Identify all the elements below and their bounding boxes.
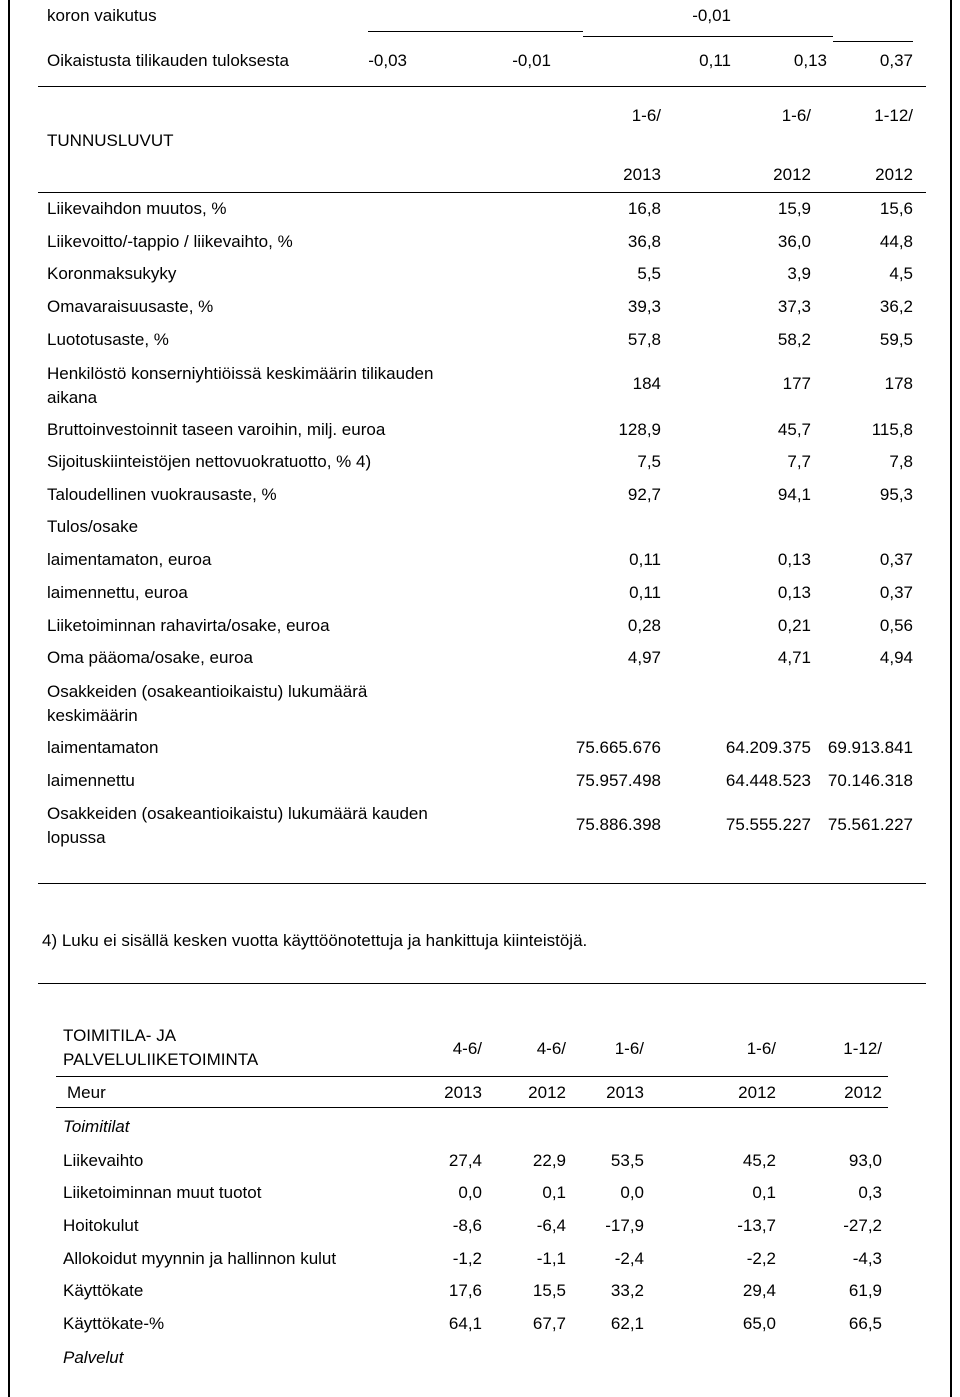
header-rule xyxy=(56,1107,888,1108)
year-header: 2013 xyxy=(606,1083,644,1102)
row-value: 69.913.841 xyxy=(827,738,913,757)
table-row xyxy=(47,420,915,444)
row-value: 0,3 xyxy=(858,1183,882,1202)
row-value: 36,8 xyxy=(627,232,661,251)
table-row xyxy=(47,802,915,852)
header-rule xyxy=(38,192,926,193)
row-value: 27,4 xyxy=(448,1151,482,1170)
row-value: -17,9 xyxy=(605,1216,644,1235)
row-value: -4,3 xyxy=(852,1249,882,1268)
table-row xyxy=(47,199,915,223)
row-label: Käyttökate xyxy=(63,1281,144,1300)
year-header: 2012 xyxy=(738,1083,776,1102)
row-value: 45,2 xyxy=(742,1151,776,1170)
row-value: -13,7 xyxy=(737,1216,776,1235)
row-value: 7,8 xyxy=(889,452,913,471)
row-value: 61,9 xyxy=(848,1281,882,1300)
row-value: 0,37 xyxy=(879,51,913,70)
section-title: TOIMITILA- JA PALVELULIIKETOIMINTA xyxy=(63,1026,259,1069)
row-value: 4,5 xyxy=(889,264,913,283)
row-label: Allokoidut myynnin ja hallinnon kulut xyxy=(63,1249,337,1268)
row-value: 44,8 xyxy=(879,232,913,251)
year-header: 2012 xyxy=(875,165,913,184)
row-label: Omavaraisuusaste, % xyxy=(47,297,214,316)
period-header: 1-6/ xyxy=(746,1039,776,1058)
subheading: Toimitilat xyxy=(63,1117,130,1136)
section-divider xyxy=(38,883,926,884)
row-label: Liikevaihto xyxy=(63,1151,144,1170)
table-row xyxy=(47,583,915,607)
table-row xyxy=(47,738,915,762)
table-row xyxy=(47,232,915,256)
year-header: 2013 xyxy=(444,1083,482,1102)
row-value: 0,37 xyxy=(879,550,913,569)
row-value: 0,0 xyxy=(458,1183,482,1202)
row-value: 0,56 xyxy=(879,616,913,635)
row-value: -2,4 xyxy=(614,1249,644,1268)
row-value: 70.146.318 xyxy=(827,771,913,790)
row-value: 0,11 xyxy=(629,583,661,602)
row-value: 15,9 xyxy=(777,199,811,218)
row-value: 58,2 xyxy=(777,330,811,349)
table-row xyxy=(47,264,915,288)
row-label: Liiketoiminnan rahavirta/osake, euroa xyxy=(47,616,330,635)
row-value: 36,0 xyxy=(777,232,811,251)
row-value: 75.886.398 xyxy=(575,815,661,834)
period-header: 4-6/ xyxy=(536,1039,566,1058)
year-header: 2012 xyxy=(773,165,811,184)
row-value: 15,5 xyxy=(532,1281,566,1300)
underline xyxy=(833,41,913,42)
row-value: -1,2 xyxy=(452,1249,482,1268)
row-label: Henkilöstö konserniyhtiöissä keskimäärin tilikauden aikana xyxy=(47,364,434,407)
table-row xyxy=(47,771,915,795)
row-value: 7,7 xyxy=(787,452,811,471)
table-row xyxy=(47,452,915,476)
row-value: 64.209.375 xyxy=(725,738,811,757)
row-value: 53,5 xyxy=(610,1151,644,1170)
row-value: 75.561.227 xyxy=(827,815,913,834)
row-value: 184 xyxy=(632,374,661,393)
row-label: Liikevoitto/-tappio / liikevaihto, % xyxy=(47,232,293,251)
row-value: -1,1 xyxy=(536,1249,566,1268)
row-label: Käyttökate-% xyxy=(63,1314,165,1333)
row-value: 17,6 xyxy=(448,1281,482,1300)
row-value: -6,4 xyxy=(536,1216,566,1235)
row-value: 67,7 xyxy=(532,1314,566,1333)
row-label: Osakkeiden (osakeantioikaistu) lukumäärä kauden lopussa xyxy=(47,804,428,847)
row-value: 65,0 xyxy=(742,1314,776,1333)
row-value: -8,6 xyxy=(452,1216,482,1235)
row-value: 4,97 xyxy=(627,648,661,667)
row-value: 94,1 xyxy=(777,485,811,504)
row-label: Liikevaihdon muutos, % xyxy=(47,199,227,218)
table-row xyxy=(47,49,915,73)
row-value: 36,2 xyxy=(879,297,913,316)
row-value: 92,7 xyxy=(627,485,661,504)
row-label: Oikaistusta tilikauden tuloksesta xyxy=(47,51,289,70)
header-row xyxy=(47,106,915,130)
period-header: 1-12/ xyxy=(843,1039,882,1058)
row-value: 0,11 xyxy=(629,550,661,569)
row-value: 75.555.227 xyxy=(725,815,811,834)
row-value: 4,94 xyxy=(879,648,913,667)
row-value: 22,9 xyxy=(532,1151,566,1170)
section-divider xyxy=(38,86,926,87)
row-label: Osakkeiden (osakeantioikaistu) lukumäärä keskimäärin xyxy=(47,682,368,725)
row-value: 0,28 xyxy=(627,616,661,635)
row-label: Liiketoiminnan muut tuotot xyxy=(63,1183,262,1202)
section-divider xyxy=(38,983,926,984)
row-value: 7,5 xyxy=(637,452,661,471)
period-header: 4-6/ xyxy=(452,1039,482,1058)
row-value: 0,1 xyxy=(542,1183,566,1202)
row-value: 0,1 xyxy=(752,1183,776,1202)
row-value: 0,13 xyxy=(777,550,811,569)
row-label: Oma pääoma/osake, euroa xyxy=(47,648,254,667)
row-label: laimennettu xyxy=(47,771,135,790)
row-label: Tulos/osake xyxy=(47,517,139,536)
row-value: 5,5 xyxy=(637,264,661,283)
row-value: 39,3 xyxy=(627,297,661,316)
section-title: TUNNUSLUVUT xyxy=(47,131,174,150)
row-value: -0,03 xyxy=(368,51,407,70)
row-value: 33,2 xyxy=(610,1281,644,1300)
table-row xyxy=(47,517,915,541)
year-header: 2013 xyxy=(623,165,661,184)
row-value: 59,5 xyxy=(879,330,913,349)
period-header: 1-6/ xyxy=(781,106,811,125)
underline xyxy=(583,36,733,37)
table-row xyxy=(47,330,915,354)
period-header: 1-6/ xyxy=(631,106,661,125)
table-row xyxy=(47,362,915,412)
underline xyxy=(413,31,583,32)
row-value: 45,7 xyxy=(777,420,811,439)
row-value: 128,9 xyxy=(618,420,661,439)
row-label: laimennettu, euroa xyxy=(47,583,188,602)
row-value: 93,0 xyxy=(848,1151,882,1170)
row-value: 75.957.498 xyxy=(575,771,661,790)
page-border-left xyxy=(8,0,10,1397)
row-value: 64,1 xyxy=(448,1314,482,1333)
underline xyxy=(733,36,833,37)
row-value: -2,2 xyxy=(746,1249,776,1268)
row-label: Taloudellinen vuokrausaste, % xyxy=(47,485,277,504)
table-row xyxy=(47,297,915,321)
row-value: 0,37 xyxy=(879,583,913,602)
row-value: 4,71 xyxy=(777,648,811,667)
table-row xyxy=(47,550,915,574)
period-header: 1-12/ xyxy=(874,106,913,125)
year-header: 2012 xyxy=(844,1083,882,1102)
unit-label: Meur xyxy=(67,1083,106,1102)
row-value: 95,3 xyxy=(879,485,913,504)
underline xyxy=(368,31,413,32)
page-border-right xyxy=(950,0,952,1397)
row-value: 37,3 xyxy=(777,297,811,316)
row-label: Sijoituskiinteistöjen nettovuokratuotto, % 4) xyxy=(47,452,372,471)
row-value: 178 xyxy=(884,374,913,393)
subheading: Palvelut xyxy=(63,1348,124,1367)
row-label: Luototusaste, % xyxy=(47,330,169,349)
row-label: laimentamaton xyxy=(47,738,159,757)
row-value: 0,13 xyxy=(777,583,811,602)
row-label: Hoitokulut xyxy=(63,1216,139,1235)
row-value: 66,5 xyxy=(848,1314,882,1333)
row-value: 15,6 xyxy=(879,199,913,218)
row-value: 177 xyxy=(782,374,811,393)
period-header: 1-6/ xyxy=(614,1039,644,1058)
row-value: 115,8 xyxy=(871,420,913,439)
row-value: 75.665.676 xyxy=(575,738,661,757)
row-value: -27,2 xyxy=(843,1216,882,1235)
row-label: laimentamaton, euroa xyxy=(47,550,212,569)
footnote: 4) Luku ei sisällä kesken vuotta käyttöönotettuja ja hankittuja kiinteistöjä. xyxy=(42,931,588,950)
row-value: 62,1 xyxy=(610,1314,644,1333)
row-value: 29,4 xyxy=(742,1281,776,1300)
header-rule xyxy=(56,1076,888,1077)
row-value: 0,11 xyxy=(699,51,731,70)
kpi-title-row xyxy=(47,131,915,155)
header-row xyxy=(47,165,915,189)
table-row xyxy=(47,680,915,730)
table-row xyxy=(47,485,915,509)
row-value: 16,8 xyxy=(627,199,661,218)
row-label: Bruttoinvestoinnit taseen varoihin, milj. euroa xyxy=(47,420,386,439)
row-label: Koronmaksukyky xyxy=(47,264,177,283)
table-row xyxy=(47,616,915,640)
row-value: 0,13 xyxy=(793,51,827,70)
row-value: -0,01 xyxy=(692,6,731,25)
table-row xyxy=(47,4,915,28)
row-value: 57,8 xyxy=(627,330,661,349)
row-value: 64.448.523 xyxy=(725,771,811,790)
row-value: 0,0 xyxy=(620,1183,644,1202)
row-value: 0,21 xyxy=(777,616,811,635)
row-value: 3,9 xyxy=(787,264,811,283)
row-value: -0,01 xyxy=(512,51,551,70)
table-row xyxy=(47,648,915,672)
row-label: koron vaikutus xyxy=(47,6,157,25)
year-header: 2012 xyxy=(528,1083,566,1102)
